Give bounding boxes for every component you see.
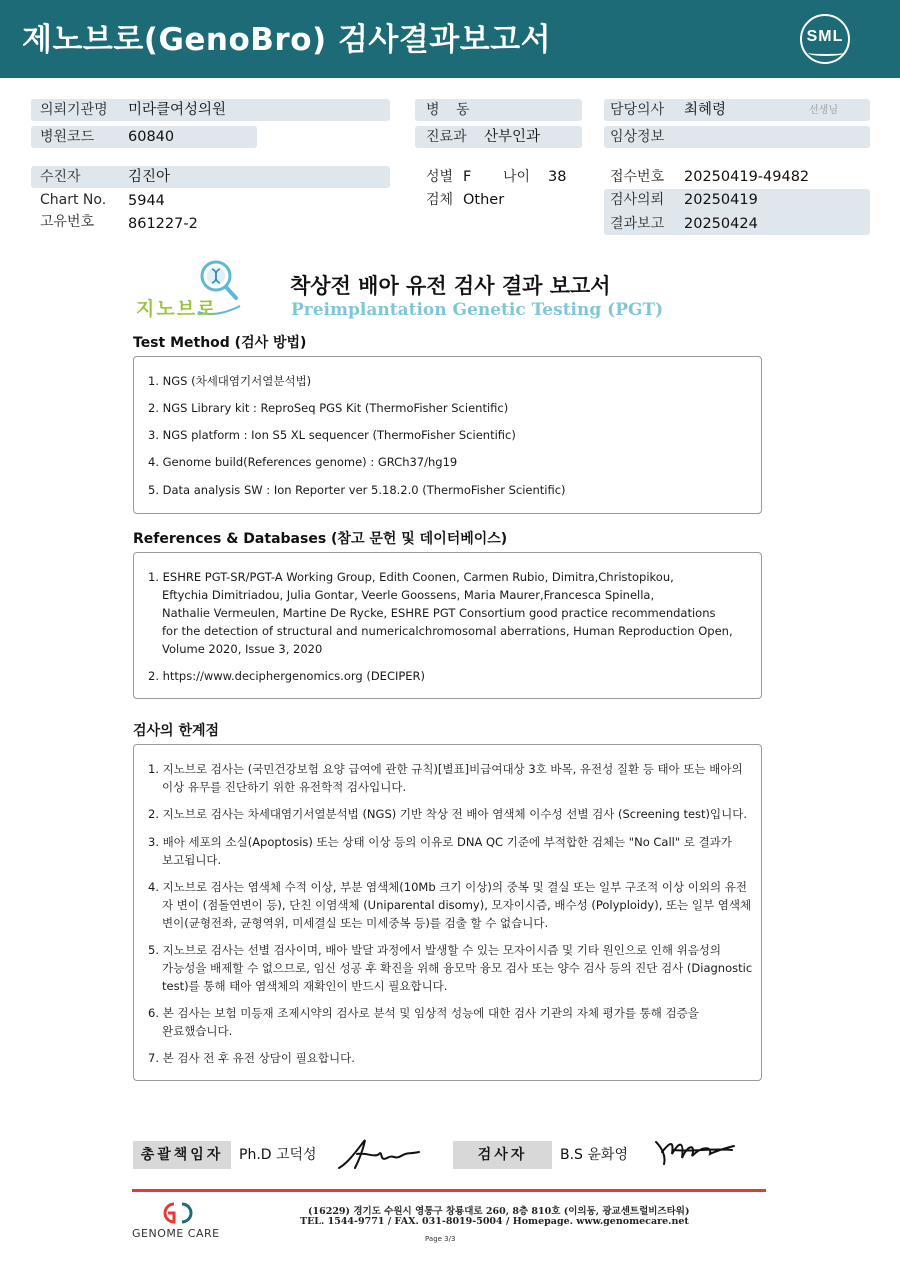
accession-value: 20250419-49482 <box>684 169 810 185</box>
genobro-logo-text: 지노브로 <box>136 298 218 320</box>
doctor-suffix: 선생님 <box>809 105 838 116</box>
chart-value: 5944 <box>128 193 165 209</box>
limitation-line: 5. 지노브로 검사는 선별 검사이며, 배아 발달 과정에서 발생할 수 있는 모자이시즘 및 기타 원인으로 인해 위음성의 <box>148 943 722 957</box>
age-label: 나이 <box>503 169 531 185</box>
specimen-label: 검체 <box>426 192 454 208</box>
report-subtitle: Preimplantation Genetic Testing (PGT) <box>291 300 664 320</box>
request-date-value: 20250419 <box>684 192 758 208</box>
limitation-line: 가능성을 배제할 수 없으므로, 임신 성공 후 확진을 위해 융모막 융모 검사 또는 양수 검사 등의 진단 검사 (Diagnostic <box>162 961 753 975</box>
examiner-label: 검사자 <box>453 1141 552 1169</box>
page-number: Page 3/3 <box>425 1235 456 1243</box>
age-value: 38 <box>548 169 567 185</box>
test-method-item: 1. NGS (차세대염기서열분석법) <box>148 374 312 388</box>
hospital-code-label: 병원코드 <box>40 129 95 145</box>
chart-label: Chart No. <box>40 192 107 208</box>
limitation-line: 변이(균형전좌, 균형역위, 미세결실 또는 미세중복 등)를 검출 할 수 없습니다. <box>162 916 549 930</box>
examiner-signature-icon <box>652 1132 737 1172</box>
director-name: Ph.D 고덕성 <box>239 1147 317 1163</box>
reference-line: Volume 2020, Issue 3, 2020 <box>162 642 323 656</box>
limitation-line: 3. 배아 세포의 소실(Apoptosis) 또는 상태 이상 등의 이유로 DNA QC 기준에 부적합한 검체는 "No Call" 로 결과가 <box>148 835 732 849</box>
doctor-label: 담당의사 <box>610 102 665 118</box>
reference-line: for the detection of structural and numericalchromosomal aberrations, Human Reproduction Open, <box>162 624 733 638</box>
test-method-item: 4. Genome build(References genome) : GRCh37/hg19 <box>148 455 458 469</box>
references-heading: References & Databases (참고 문헌 및 데이터베이스) <box>133 531 508 547</box>
limitation-line: 7. 본 검사 전 후 유전 상담이 필요합니다. <box>148 1051 355 1065</box>
institution-label: 의뢰기관명 <box>40 102 108 118</box>
sex-label: 성별 <box>426 169 454 185</box>
limitation-line: 1. 지노브로 검사는 (국민건강보험 요양 급여에 관한 규칙)[별표]비급여대상 3호 바목, 유전성 질환 등 태아 또는 배아의 <box>148 762 743 776</box>
patient-name-field-bg <box>31 166 390 188</box>
institution-value: 미라클여성의원 <box>128 102 227 118</box>
limitations-box <box>133 744 762 1081</box>
company-name: GENOME CARE <box>132 1227 220 1240</box>
patient-label: 수진자 <box>40 169 81 185</box>
specimen-value: Other <box>463 192 505 208</box>
reference-line: 1. ESHRE PGT-SR/PGT-A Working Group, Edith Coonen, Carmen Rubio, Dimitra,Christopikou, <box>148 570 674 584</box>
test-method-box <box>133 356 762 514</box>
footer-address: (16229) 경기도 수원시 영통구 창룡대로 260, 8층 810호 (이의동, 광교센트럴비즈타워) <box>308 1206 690 1217</box>
department-label: 진료과 <box>426 129 467 145</box>
limitation-line: 자 변이 (점돌연변이 등), 단친 이염색체 (Uniparental disomy), 모자이시즘, 배수성 (Polyploidy), 또는 일부 염색체 <box>162 898 752 912</box>
reference-link: 2. https://www.deciphergenomics.org (DECIPER) <box>148 669 426 683</box>
report-title: 착상전 배아 유전 검사 결과 보고서 <box>290 274 611 298</box>
limitation-line: 2. 지노브로 검사는 차세대염기서열분석법 (NGS) 기반 착상 전 배아 염색체 이수성 선별 검사 (Screening test)입니다. <box>148 807 747 821</box>
limitation-line: 보고됩니다. <box>162 853 222 867</box>
limitation-line: test)를 통해 태아 염색체의 재확인이 반드시 필요합니다. <box>162 979 448 993</box>
accession-label: 접수번호 <box>610 169 665 185</box>
doctor-value: 최혜령 <box>684 102 727 118</box>
department-value: 산부인과 <box>484 129 541 145</box>
footer-divider <box>132 1189 766 1192</box>
limitation-line: 6. 본 검사는 보험 미등재 조제시약의 검사로 분석 및 임상적 성능에 대한 검사 기관의 자체 평가를 통해 검증을 <box>148 1006 699 1020</box>
director-signature-icon <box>335 1132 425 1174</box>
patient-name-value: 김진아 <box>128 169 171 185</box>
sex-value: F <box>463 169 472 185</box>
id-label: 고유번호 <box>40 214 95 230</box>
test-method-heading: Test Method (검사 방법) <box>133 335 307 351</box>
limitation-line: 완료했습니다. <box>162 1024 233 1038</box>
report-date-value: 20250424 <box>684 216 758 232</box>
page-title: 제노브로(GenoBro) 검사결과보고서 <box>22 22 552 58</box>
sml-logo-text: SML <box>806 28 844 45</box>
sml-logo <box>800 14 850 64</box>
test-method-item: 5. Data analysis SW : Ion Reporter ver 5.18.2.0 (ThermoFisher Scientific) <box>148 483 566 497</box>
limitations-heading: 검사의 한계점 <box>133 723 220 739</box>
reference-line: Eftychia Dimitriadou, Julia Gontar, Veerle Goossens, Maria Maurer,Francesca Spinella, <box>162 588 655 602</box>
examiner-name: B.S 윤화영 <box>560 1147 628 1163</box>
request-date-label: 검사의뢰 <box>610 192 665 208</box>
test-method-item: 3. NGS platform : Ion S5 XL sequencer (ThermoFisher Scientific) <box>148 428 516 442</box>
sml-swoosh-icon <box>808 50 844 56</box>
director-label: 총괄책임자 <box>133 1141 231 1169</box>
limitation-line: 이상 유무를 진단하기 위한 유전학적 검사입니다. <box>162 780 407 794</box>
reference-line: Nathalie Vermeulen, Martine De Rycke, ESHRE PGT Consortium good practice recommendations <box>162 606 716 620</box>
ward-label: 병 동 <box>426 102 476 118</box>
references-box <box>133 552 762 699</box>
limitation-line: 4. 지노브로 검사는 염색체 수적 이상, 부분 염색체(10Mb 크기 이상)의 중복 및 결실 또는 일부 구조적 이상 이외의 유전 <box>148 880 747 894</box>
genome-care-logo-icon <box>158 1200 198 1226</box>
clinical-info-label: 임상정보 <box>610 129 665 145</box>
report-header-bar <box>0 0 900 78</box>
hospital-code-value: 60840 <box>128 129 175 145</box>
report-date-label: 결과보고 <box>610 216 665 232</box>
test-method-item: 2. NGS Library kit : ReproSeq PGS Kit (ThermoFisher Scientific) <box>148 401 509 415</box>
id-value: 861227-2 <box>128 216 198 232</box>
footer-contact: TEL. 1544-9771 / FAX. 031-8019-5004 / Homepage. www.genomecare.net <box>300 1216 689 1227</box>
genobro-logo <box>136 258 246 318</box>
